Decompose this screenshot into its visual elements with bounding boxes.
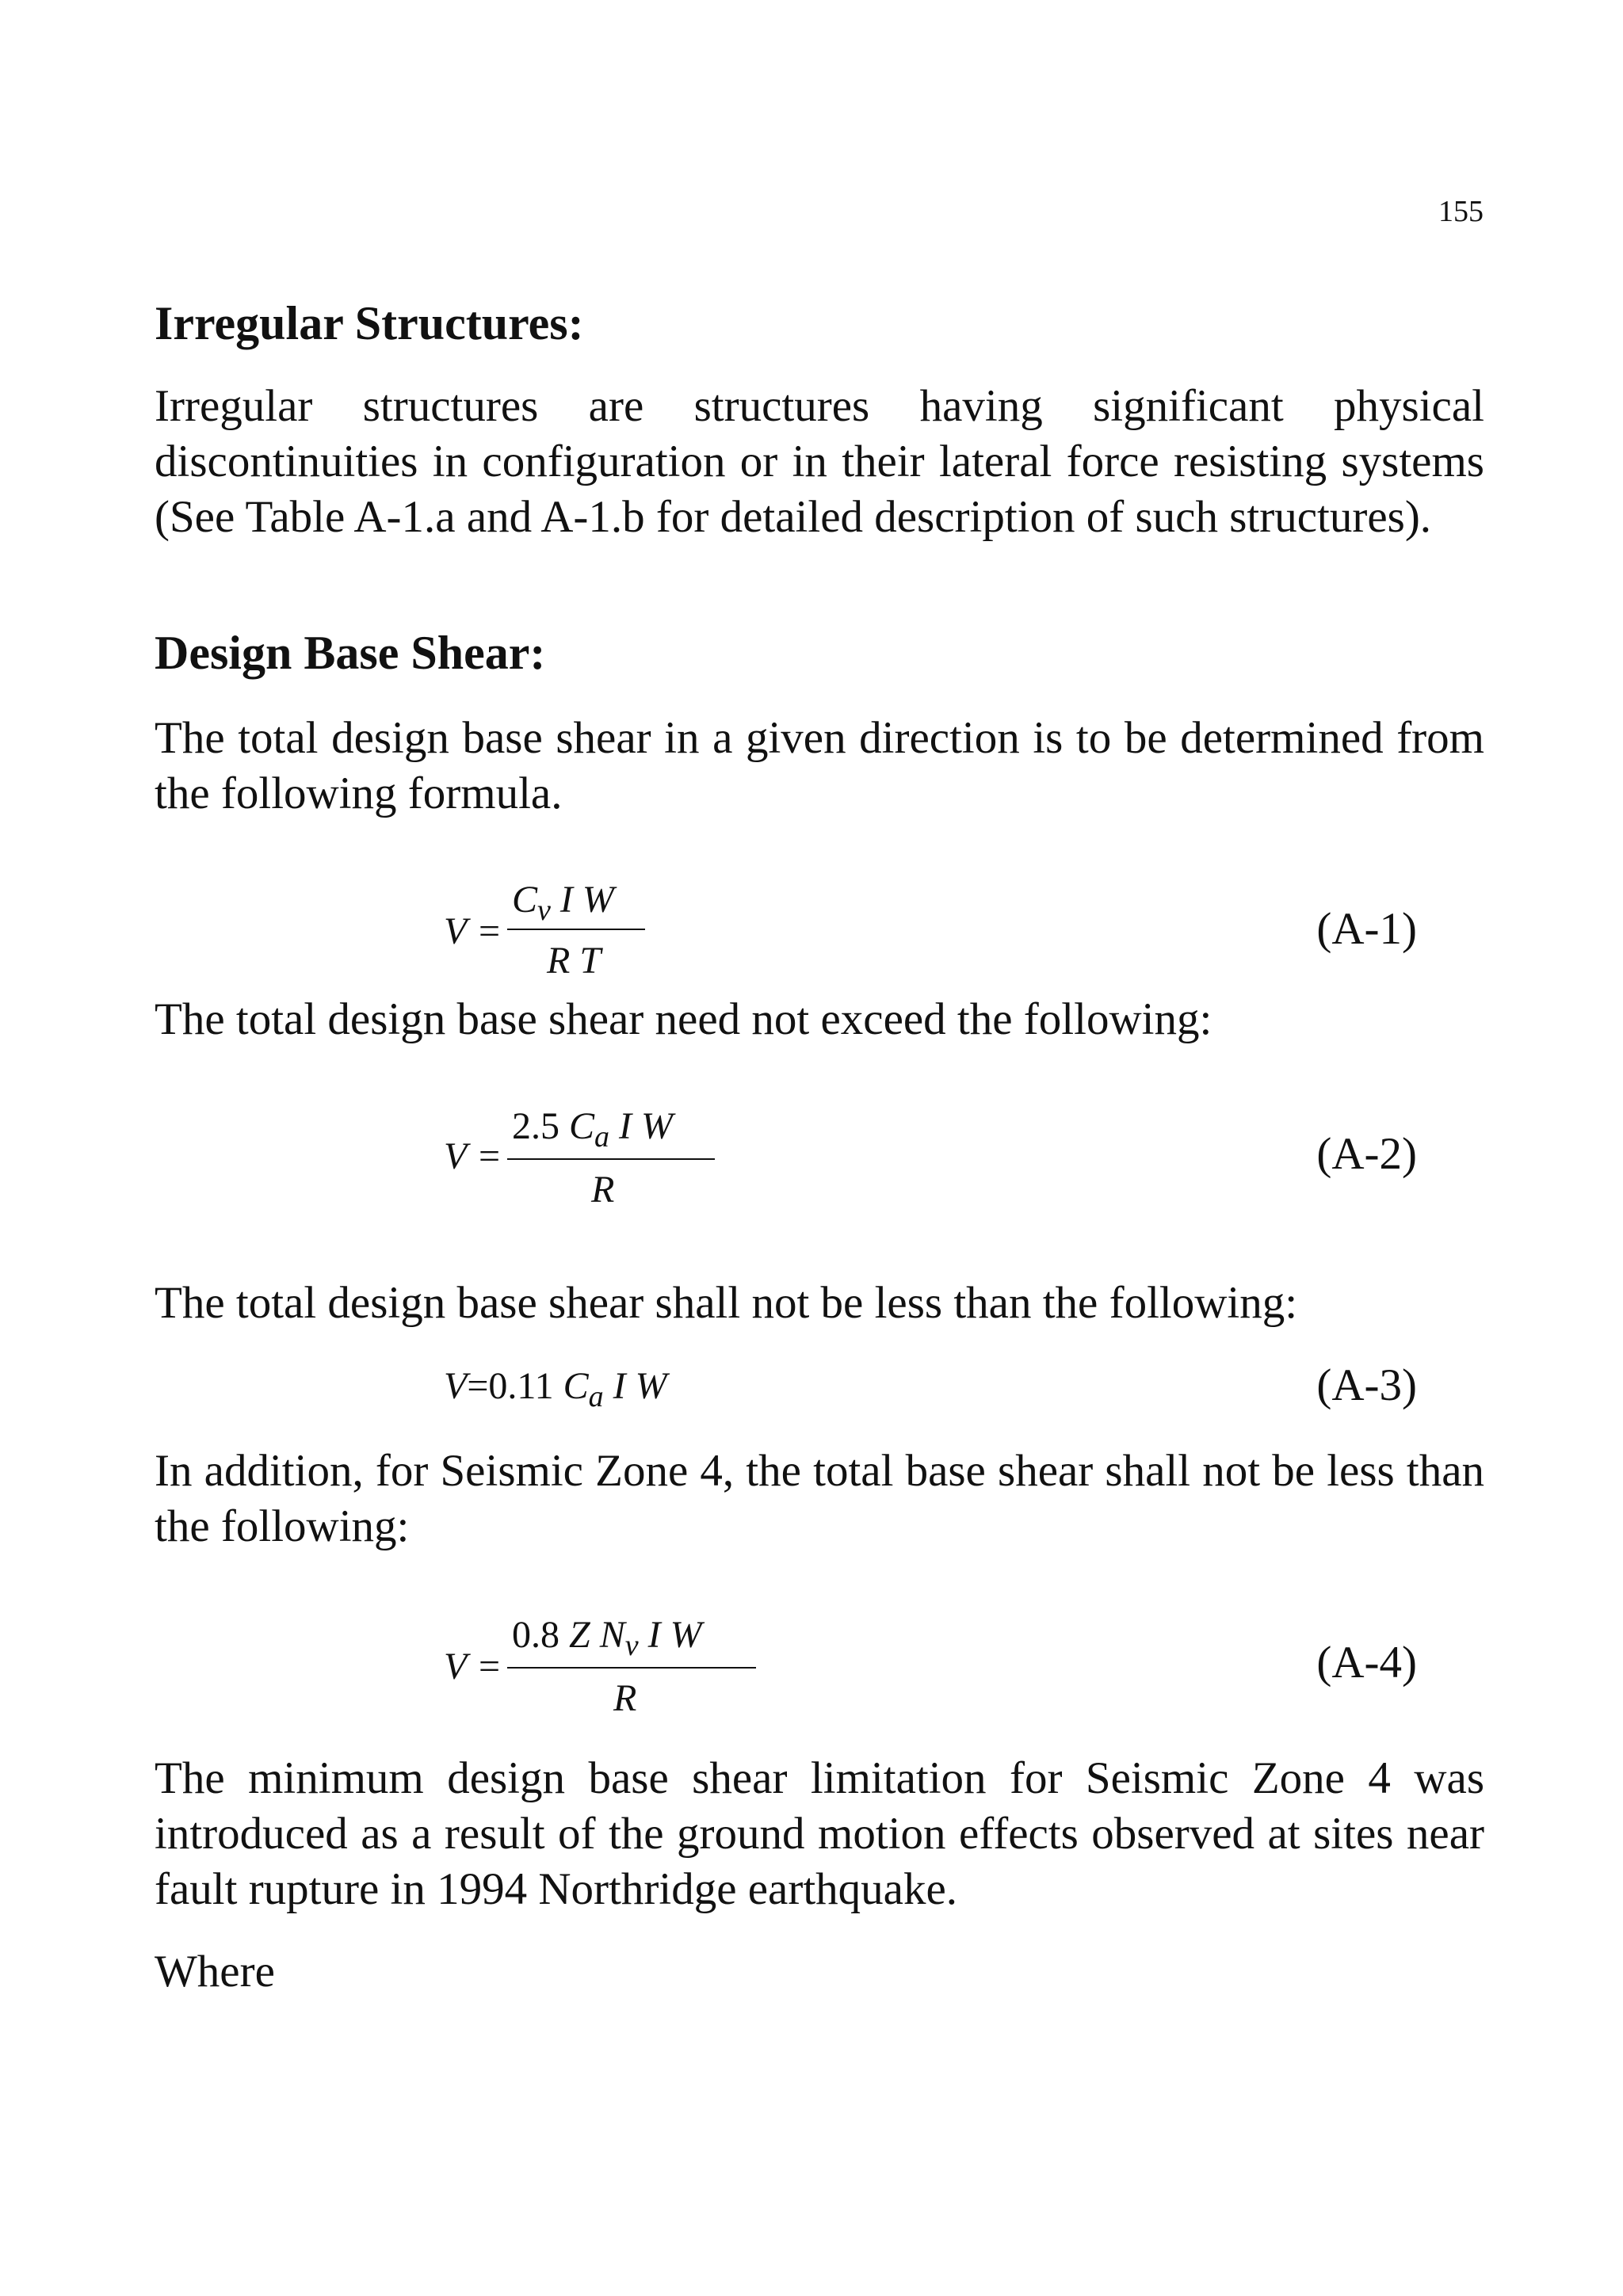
heading-design-base-shear: Design Base Shear:	[155, 627, 546, 679]
eq2-equals: =	[479, 1135, 501, 1177]
eq3-expression: V=0.11 $C_a$ I W	[444, 1365, 667, 1413]
eq1-numerator: $C_v$ I W	[512, 879, 614, 927]
eq1-fraction-bar	[507, 929, 645, 930]
eq2-tag: (A-2)	[1316, 1129, 1417, 1179]
paragraph-northridge: The minimum design base shear limitation for Seismic Zone 4 was introduced as a result of the ground motion effects observed at sites near fault rupture in 1994 Northridge earthquake.	[155, 1753, 1484, 1914]
eq4-fraction-bar	[507, 1667, 756, 1669]
eq4-tag: (A-4)	[1316, 1638, 1417, 1688]
eq1-denominator: R T	[547, 940, 601, 982]
heading-irregular-structures: Irregular Structures:	[155, 297, 584, 349]
paragraph-not-less-than: The total design base shear shall not be less than the following:	[155, 1278, 1298, 1328]
eq4-equals: =	[479, 1646, 501, 1688]
eq1-lhs: V	[444, 910, 468, 952]
eq3-tag: (A-3)	[1316, 1360, 1417, 1410]
eq2-denominator: R	[591, 1169, 615, 1211]
eq1-tag: (A-1)	[1316, 904, 1417, 954]
eq4-denominator: R	[613, 1677, 637, 1719]
paragraph-where: Where	[155, 1947, 275, 1997]
paragraph-seismic-zone-4: In addition, for Seismic Zone 4, the total base shear shall not be less than the following:	[155, 1446, 1484, 1551]
paragraph-design-intro: The total design base shear in a given direction is to be determined from the following formula.	[155, 713, 1484, 818]
eq4-numerator: 0.8 Z $N_v$ I W	[512, 1614, 702, 1662]
eq1-equals: =	[479, 910, 501, 952]
eq2-lhs: V	[444, 1135, 468, 1177]
eq2-fraction-bar	[507, 1158, 715, 1160]
eq2-numerator: 2.5 $C_a$ I W	[512, 1105, 673, 1154]
eq4-lhs: V	[444, 1646, 468, 1688]
page-number: 155	[1438, 195, 1484, 228]
paragraph-need-not-exceed: The total design base shear need not exceed the following:	[155, 994, 1212, 1044]
paragraph-irregular-structures: Irregular structures are structures having significant physical discontinuities in configuration or in their lateral force resisting systems (See Table A-1.a and A-1.b for detailed description of such structures).	[155, 381, 1484, 542]
